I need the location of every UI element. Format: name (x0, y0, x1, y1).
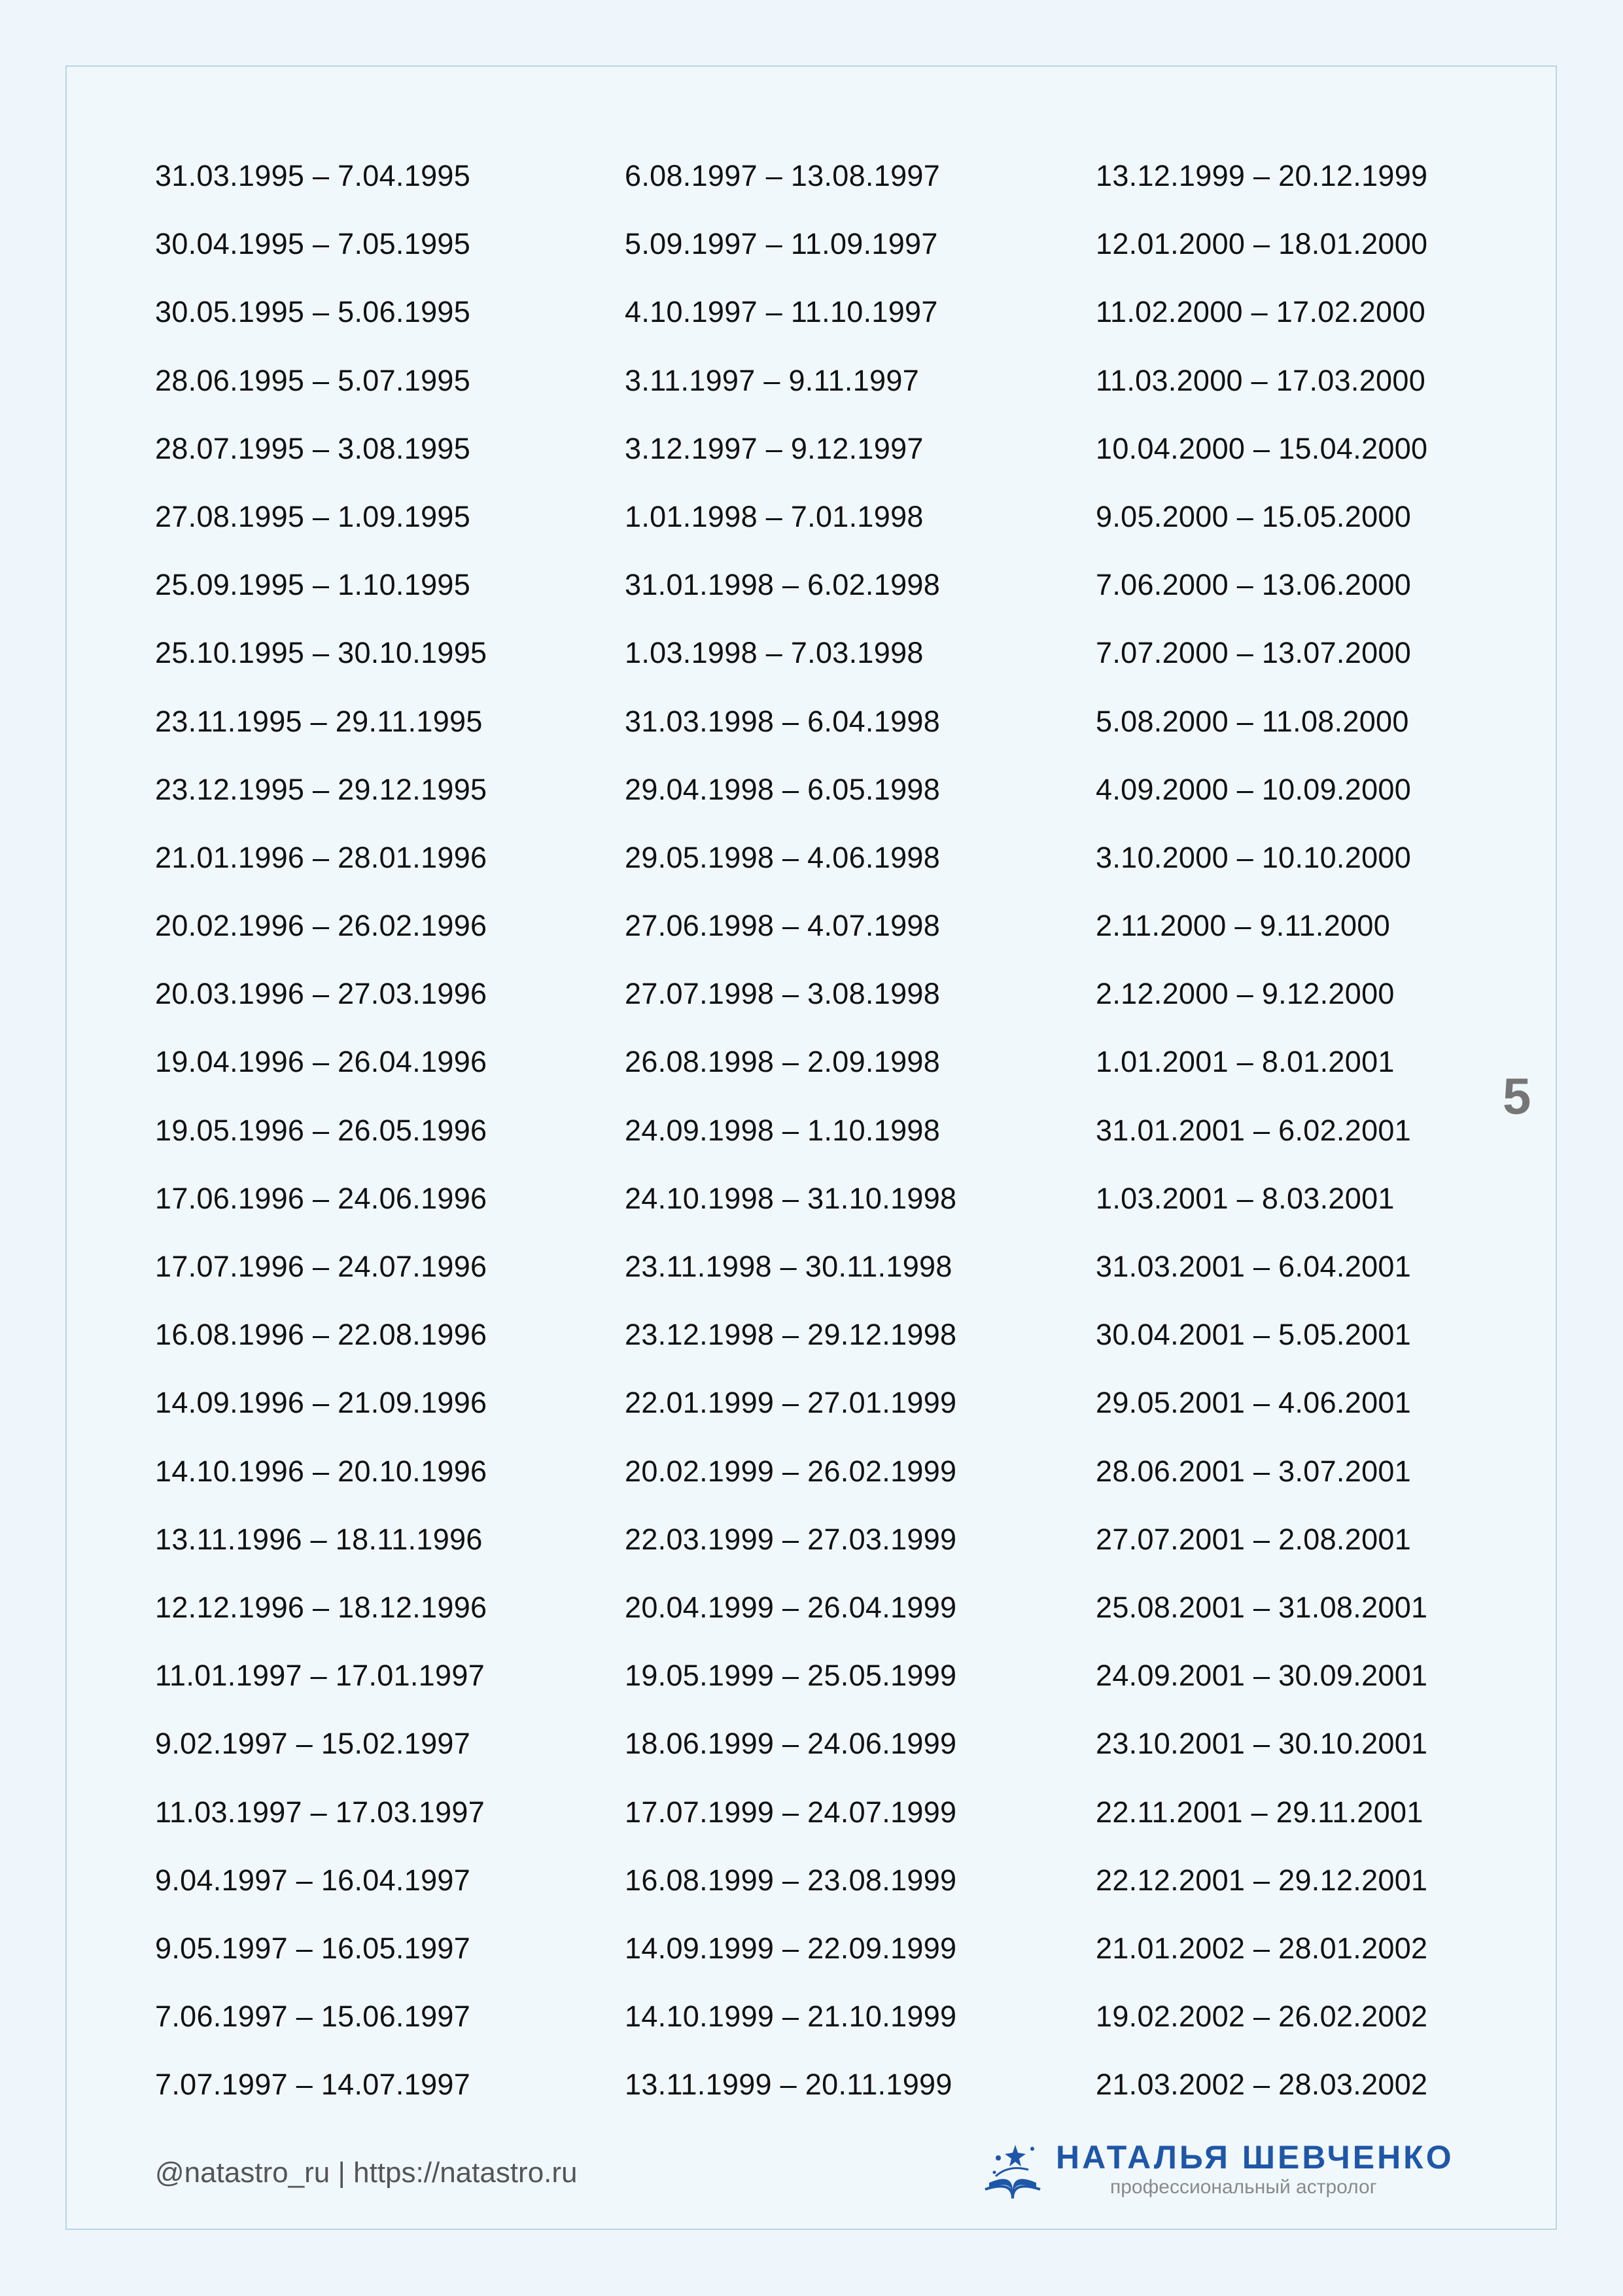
date-range: 28.07.1995 – 3.08.1995 (155, 431, 471, 465)
date-range: 2.12.2000 – 9.12.2000 (1096, 977, 1395, 1011)
date-range: 9.04.1997 – 16.04.1997 (155, 1863, 471, 1897)
date-range: 13.12.1999 – 20.12.1999 (1096, 159, 1428, 192)
date-range: 4.09.2000 – 10.09.2000 (1096, 772, 1412, 806)
date-range: 31.03.1995 – 7.04.1995 (155, 159, 471, 192)
date-range: 25.10.1995 – 30.10.1995 (155, 636, 487, 670)
date-range: 23.10.2001 – 30.10.2001 (1096, 1727, 1428, 1761)
date-range: 7.07.2000 – 13.07.2000 (1096, 636, 1412, 670)
date-range: 29.04.1998 – 6.05.1998 (625, 772, 941, 806)
date-range: 13.11.1999 – 20.11.1999 (625, 2068, 952, 2102)
date-range: 16.08.1996 – 22.08.1996 (155, 1318, 487, 1352)
date-range: 10.04.2000 – 15.04.2000 (1096, 431, 1428, 465)
date-range: 17.06.1996 – 24.06.1996 (155, 1181, 487, 1215)
date-range: 23.11.1995 – 29.11.1995 (155, 704, 483, 738)
date-range: 22.12.2001 – 29.12.2001 (1096, 1863, 1428, 1897)
date-range: 7.06.1997 – 15.06.1997 (155, 2000, 471, 2034)
date-range: 20.03.1996 – 27.03.1996 (155, 977, 487, 1011)
date-range: 22.03.1999 – 27.03.1999 (625, 1522, 957, 1556)
date-range: 1.03.2001 – 8.03.2001 (1096, 1181, 1395, 1215)
date-range: 3.12.1997 – 9.12.1997 (625, 431, 924, 465)
date-range: 20.02.1999 – 26.02.1999 (625, 1454, 957, 1488)
date-range: 23.11.1998 – 30.11.1998 (625, 1250, 952, 1283)
date-range: 21.01.2002 – 28.01.2002 (1096, 1931, 1428, 1965)
date-range: 24.10.1998 – 31.10.1998 (625, 1181, 957, 1215)
date-range: 30.04.1995 – 7.05.1995 (155, 227, 471, 261)
date-column-1 (155, 148, 487, 2125)
date-range: 12.01.2000 – 18.01.2000 (1096, 227, 1428, 261)
date-range: 24.09.2001 – 30.09.2001 (1096, 1659, 1428, 1693)
date-range: 17.07.1999 – 24.07.1999 (625, 1795, 957, 1829)
date-range: 9.05.1997 – 16.05.1997 (155, 1931, 471, 1965)
date-range: 11.03.1997 – 17.03.1997 (155, 1795, 485, 1829)
date-range: 22.11.2001 – 29.11.2001 (1096, 1795, 1423, 1829)
date-range: 11.01.1997 – 17.01.1997 (155, 1659, 485, 1693)
date-range: 23.12.1998 – 29.12.1998 (625, 1318, 957, 1352)
date-range: 19.05.1999 – 25.05.1999 (625, 1659, 957, 1693)
date-range: 5.09.1997 – 11.09.1997 (625, 227, 938, 261)
date-range: 7.06.2000 – 13.06.2000 (1096, 568, 1412, 602)
date-range: 16.08.1999 – 23.08.1999 (625, 1863, 957, 1897)
date-range: 12.12.1996 – 18.12.1996 (155, 1590, 487, 1624)
date-range: 1.01.1998 – 7.01.1998 (625, 499, 924, 533)
date-range: 31.01.2001 – 6.02.2001 (1096, 1113, 1412, 1147)
date-range: 3.11.1997 – 9.11.1997 (625, 363, 920, 397)
date-range: 4.10.1997 – 11.10.1997 (625, 295, 938, 329)
date-column-2 (625, 148, 956, 2125)
date-range: 20.04.1999 – 26.04.1999 (625, 1590, 957, 1624)
date-range: 23.12.1995 – 29.12.1995 (155, 772, 487, 806)
date-range: 6.08.1997 – 13.08.1997 (625, 159, 941, 192)
date-range: 25.08.2001 – 31.08.2001 (1096, 1590, 1428, 1624)
footer-contact: @natastro_ru | https://natastro.ru (155, 2157, 578, 2189)
date-range: 27.07.1998 – 3.08.1998 (625, 977, 941, 1011)
date-range: 29.05.1998 – 4.06.1998 (625, 840, 941, 874)
date-range: 17.07.1996 – 24.07.1996 (155, 1250, 487, 1283)
date-range: 27.07.2001 – 2.08.2001 (1096, 1522, 1412, 1556)
date-column-3 (1096, 148, 1427, 2125)
date-range: 13.11.1996 – 18.11.1996 (155, 1522, 483, 1556)
date-range: 14.10.1999 – 21.10.1999 (625, 2000, 957, 2034)
date-range: 28.06.2001 – 3.07.2001 (1096, 1454, 1412, 1488)
logo-name: НАТАЛЬЯ ШЕВЧЕНКО (1056, 2139, 1454, 2176)
date-range: 28.06.1995 – 5.07.1995 (155, 363, 471, 397)
date-range: 14.09.1996 – 21.09.1996 (155, 1386, 487, 1420)
date-range: 9.02.1997 – 15.02.1997 (155, 1727, 471, 1761)
date-range: 21.03.2002 – 28.03.2002 (1096, 2068, 1428, 2102)
date-range: 31.03.2001 – 6.04.2001 (1096, 1250, 1412, 1283)
date-range: 29.05.2001 – 4.06.2001 (1096, 1386, 1412, 1420)
date-range: 19.04.1996 – 26.04.1996 (155, 1045, 487, 1079)
date-range: 2.11.2000 – 9.11.2000 (1096, 909, 1391, 943)
book-stars-icon (976, 2132, 1049, 2204)
date-range: 21.01.1996 – 28.01.1996 (155, 840, 487, 874)
date-range: 26.08.1998 – 2.09.1998 (625, 1045, 941, 1079)
date-range: 11.03.2000 – 17.03.2000 (1096, 363, 1426, 397)
date-range: 27.06.1998 – 4.07.1998 (625, 909, 941, 943)
date-range: 5.08.2000 – 11.08.2000 (1096, 704, 1409, 738)
date-range: 30.04.2001 – 5.05.2001 (1096, 1318, 1412, 1352)
date-range: 22.01.1999 – 27.01.1999 (625, 1386, 957, 1420)
date-range: 14.09.1999 – 22.09.1999 (625, 1931, 957, 1965)
date-range: 3.10.2000 – 10.10.2000 (1096, 840, 1412, 874)
date-range: 1.01.2001 – 8.01.2001 (1096, 1045, 1395, 1079)
date-range: 7.07.1997 – 14.07.1997 (155, 2068, 471, 2102)
date-range: 11.02.2000 – 17.02.2000 (1096, 295, 1426, 329)
date-range: 30.05.1995 – 5.06.1995 (155, 295, 471, 329)
date-range: 25.09.1995 – 1.10.1995 (155, 568, 471, 602)
date-range: 19.05.1996 – 26.05.1996 (155, 1113, 487, 1147)
date-range: 24.09.1998 – 1.10.1998 (625, 1113, 941, 1147)
date-range: 20.02.1996 – 26.02.1996 (155, 909, 487, 943)
logo-subtitle: профессиональный астролог (1110, 2176, 1377, 2198)
page-number: 5 (1503, 1067, 1531, 1125)
date-range: 18.06.1999 – 24.06.1999 (625, 1727, 957, 1761)
date-range: 31.01.1998 – 6.02.1998 (625, 568, 941, 602)
brand-logo (976, 2132, 1473, 2204)
date-range: 19.02.2002 – 26.02.2002 (1096, 2000, 1428, 2034)
date-range: 27.08.1995 – 1.09.1995 (155, 499, 471, 533)
date-range: 31.03.1998 – 6.04.1998 (625, 704, 941, 738)
date-range: 1.03.1998 – 7.03.1998 (625, 636, 924, 670)
date-range: 14.10.1996 – 20.10.1996 (155, 1454, 487, 1488)
date-range: 9.05.2000 – 15.05.2000 (1096, 499, 1412, 533)
